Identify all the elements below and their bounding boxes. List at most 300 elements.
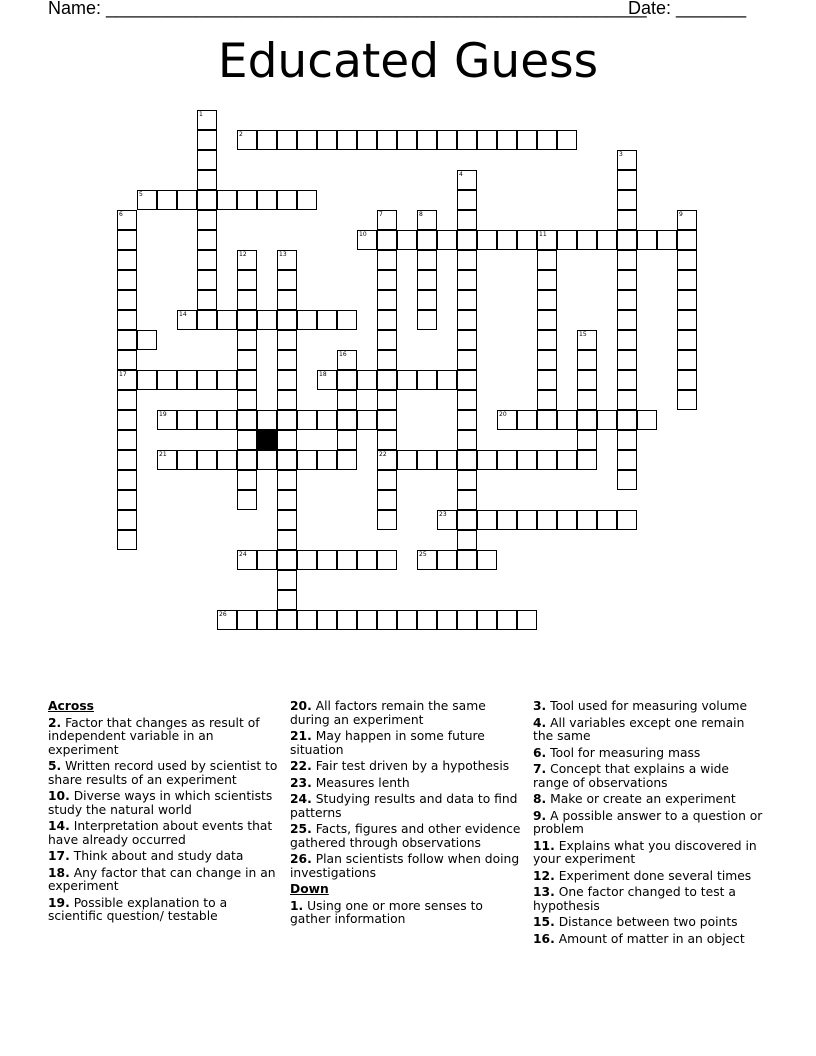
grid-cell[interactable] xyxy=(497,610,517,630)
grid-cell[interactable] xyxy=(377,230,397,250)
grid-cell[interactable] xyxy=(517,410,537,430)
grid-cell[interactable] xyxy=(617,390,637,410)
grid-cell[interactable] xyxy=(117,230,137,250)
grid-cell[interactable] xyxy=(457,330,477,350)
grid-cell[interactable] xyxy=(357,130,377,150)
grid-cell[interactable] xyxy=(277,430,297,450)
clue-item xyxy=(48,867,283,894)
grid-cell[interactable] xyxy=(357,230,377,250)
grid-cell[interactable] xyxy=(457,270,477,290)
grid-cell[interactable] xyxy=(617,410,637,430)
grid-cell[interactable] xyxy=(577,410,597,430)
grid-cell[interactable] xyxy=(377,430,397,450)
grid-cell[interactable] xyxy=(177,370,197,390)
grid-cell[interactable] xyxy=(237,450,257,470)
grid-cell[interactable] xyxy=(577,350,597,370)
grid-cell[interactable] xyxy=(117,210,137,230)
grid-cell[interactable] xyxy=(457,250,477,270)
grid-cell[interactable] xyxy=(197,110,217,130)
grid-cell[interactable] xyxy=(397,610,417,630)
grid-cell[interactable] xyxy=(237,410,257,430)
clue-item xyxy=(290,700,525,727)
grid-cell[interactable] xyxy=(537,370,557,390)
grid-cell[interactable] xyxy=(597,230,617,250)
grid-cell[interactable] xyxy=(457,310,477,330)
clue-number: 22 xyxy=(379,451,387,458)
grid-cell[interactable] xyxy=(617,190,637,210)
grid-cell[interactable] xyxy=(617,450,637,470)
grid-cell[interactable] xyxy=(617,350,637,370)
grid-cell[interactable] xyxy=(257,410,277,430)
grid-cell[interactable] xyxy=(277,290,297,310)
grid-cell[interactable] xyxy=(157,410,177,430)
grid-cell[interactable] xyxy=(197,130,217,150)
grid-cell[interactable] xyxy=(497,450,517,470)
clue-item xyxy=(533,916,768,930)
grid-cell[interactable] xyxy=(677,310,697,330)
grid-cell[interactable] xyxy=(277,550,297,570)
grid-cell[interactable] xyxy=(437,450,457,470)
grid-cell[interactable] xyxy=(517,130,537,150)
grid-cell[interactable] xyxy=(177,190,197,210)
grid-cell[interactable] xyxy=(237,490,257,510)
grid-cell[interactable] xyxy=(577,430,597,450)
grid-cell[interactable] xyxy=(377,330,397,350)
grid-cell[interactable] xyxy=(437,230,457,250)
grid-cell[interactable] xyxy=(377,390,397,410)
grid-cell[interactable] xyxy=(197,150,217,170)
grid-cell[interactable] xyxy=(417,370,437,390)
grid-cell[interactable] xyxy=(157,370,177,390)
grid-cell[interactable] xyxy=(377,270,397,290)
grid-cell[interactable] xyxy=(457,350,477,370)
clue-number: 3 xyxy=(619,151,623,158)
grid-cell[interactable] xyxy=(437,610,457,630)
grid-cell[interactable] xyxy=(317,410,337,430)
grid-cell[interactable] xyxy=(617,310,637,330)
clue-item-text: Interpretation about events that have already occurred xyxy=(48,819,273,847)
grid-cell[interactable] xyxy=(337,450,357,470)
grid-cell[interactable] xyxy=(417,550,437,570)
grid-cell[interactable] xyxy=(377,310,397,330)
grid-cell[interactable] xyxy=(617,370,637,390)
grid-cell[interactable] xyxy=(317,450,337,470)
grid-cell[interactable] xyxy=(457,210,477,230)
clue-item-text: Possible explanation to a scientific question/ testable xyxy=(48,895,228,923)
grid-cell[interactable] xyxy=(277,270,297,290)
grid-cell[interactable] xyxy=(117,330,137,350)
grid-cell[interactable] xyxy=(677,350,697,370)
grid-cell[interactable] xyxy=(537,330,557,350)
grid-cell[interactable] xyxy=(497,510,517,530)
grid-cell[interactable] xyxy=(237,610,257,630)
grid-cell[interactable] xyxy=(197,410,217,430)
grid-cell[interactable] xyxy=(357,410,377,430)
grid-cell[interactable] xyxy=(257,130,277,150)
grid-cell[interactable] xyxy=(377,290,397,310)
grid-cell[interactable] xyxy=(477,230,497,250)
grid-cell[interactable] xyxy=(577,230,597,250)
grid-cell[interactable] xyxy=(477,130,497,150)
grid-cell[interactable] xyxy=(457,530,477,550)
clue-item-text: Studying results and data to find patterns xyxy=(290,792,518,820)
grid-cell[interactable] xyxy=(277,310,297,330)
grid-cell[interactable] xyxy=(477,550,497,570)
grid-cell[interactable] xyxy=(657,230,677,250)
grid-cell[interactable] xyxy=(457,370,477,390)
grid-cell[interactable] xyxy=(617,330,637,350)
grid-cell[interactable] xyxy=(597,510,617,530)
grid-cell[interactable] xyxy=(617,150,637,170)
grid-cell[interactable] xyxy=(117,510,137,530)
grid-cell[interactable] xyxy=(297,610,317,630)
grid-cell[interactable] xyxy=(337,310,357,330)
grid-cell[interactable] xyxy=(357,370,377,390)
grid-cell[interactable] xyxy=(237,370,257,390)
grid-cell[interactable] xyxy=(297,410,317,430)
grid-cell[interactable] xyxy=(417,450,437,470)
grid-cell[interactable] xyxy=(537,230,557,250)
clue-item xyxy=(290,853,525,880)
clue-item xyxy=(533,840,768,867)
grid-cell[interactable] xyxy=(417,610,437,630)
grid-cell[interactable] xyxy=(557,230,577,250)
clue-item-text: Fair test driven by a hypothesis xyxy=(311,759,510,773)
grid-cell[interactable] xyxy=(457,510,477,530)
grid-cell[interactable] xyxy=(577,370,597,390)
grid-cell[interactable] xyxy=(577,450,597,470)
grid-cell[interactable] xyxy=(417,250,437,270)
grid-cell[interactable] xyxy=(277,490,297,510)
grid-cell[interactable] xyxy=(677,330,697,350)
grid-cell[interactable] xyxy=(537,130,557,150)
grid-cell[interactable] xyxy=(217,310,237,330)
grid-cell[interactable] xyxy=(277,450,297,470)
grid-cell[interactable] xyxy=(377,250,397,270)
clue-number: 25 xyxy=(419,551,427,558)
grid-cell[interactable] xyxy=(497,130,517,150)
grid-cell[interactable] xyxy=(337,390,357,410)
grid-cell[interactable] xyxy=(277,190,297,210)
grid-cell[interactable] xyxy=(477,610,497,630)
grid-cell[interactable] xyxy=(537,250,557,270)
grid-cell[interactable] xyxy=(277,470,297,490)
grid-cell[interactable] xyxy=(277,410,297,430)
grid-cell[interactable] xyxy=(197,190,217,210)
grid-cell[interactable] xyxy=(117,450,137,470)
grid-cell[interactable] xyxy=(537,410,557,430)
grid-cell[interactable] xyxy=(457,410,477,430)
grid-cell[interactable] xyxy=(517,450,537,470)
grid-cell[interactable] xyxy=(297,190,317,210)
grid-cell[interactable] xyxy=(477,510,497,530)
grid-cell[interactable] xyxy=(377,490,397,510)
across-heading: Across xyxy=(48,699,94,713)
grid-cell[interactable] xyxy=(377,210,397,230)
grid-cell[interactable] xyxy=(397,450,417,470)
grid-cell[interactable] xyxy=(177,450,197,470)
grid-cell[interactable] xyxy=(237,470,257,490)
grid-cell[interactable] xyxy=(537,270,557,290)
grid-cell[interactable] xyxy=(377,450,397,470)
grid-cell[interactable] xyxy=(677,390,697,410)
grid-cell[interactable] xyxy=(457,170,477,190)
grid-cell[interactable] xyxy=(257,550,277,570)
grid-cell[interactable] xyxy=(237,130,257,150)
grid-cell[interactable] xyxy=(517,510,537,530)
grid-cell[interactable] xyxy=(237,430,257,450)
grid-cell[interactable] xyxy=(237,310,257,330)
grid-cell[interactable] xyxy=(277,610,297,630)
clue-item-text: Make or create an experiment xyxy=(546,792,736,806)
grid-cell[interactable] xyxy=(117,350,137,370)
grid-cell[interactable] xyxy=(337,610,357,630)
grid-cell[interactable] xyxy=(277,370,297,390)
grid-cell[interactable] xyxy=(137,190,157,210)
grid-cell[interactable] xyxy=(337,370,357,390)
grid-cell[interactable] xyxy=(237,550,257,570)
grid-cell[interactable] xyxy=(457,430,477,450)
grid-cell[interactable] xyxy=(537,310,557,330)
grid-cell[interactable] xyxy=(677,210,697,230)
grid-cell[interactable] xyxy=(677,290,697,310)
grid-cell[interactable] xyxy=(557,130,577,150)
grid-cell[interactable] xyxy=(457,610,477,630)
grid-cell[interactable] xyxy=(437,510,457,530)
grid-cell[interactable] xyxy=(377,350,397,370)
grid-cell[interactable] xyxy=(117,270,137,290)
grid-cell[interactable] xyxy=(337,430,357,450)
grid-cell[interactable] xyxy=(277,350,297,370)
grid-cell[interactable] xyxy=(257,310,277,330)
grid-cell[interactable] xyxy=(197,450,217,470)
grid-cell[interactable] xyxy=(577,390,597,410)
clue-item xyxy=(533,793,768,807)
grid-cell[interactable] xyxy=(677,270,697,290)
grid-cell[interactable] xyxy=(277,590,297,610)
clue-number: 11 xyxy=(539,231,547,238)
grid-cell[interactable] xyxy=(237,250,257,270)
clue-number: 6 xyxy=(119,211,123,218)
grid-cell[interactable] xyxy=(197,270,217,290)
grid-cell[interactable] xyxy=(237,190,257,210)
clue-item xyxy=(533,700,768,714)
grid-cell[interactable] xyxy=(497,230,517,250)
grid-cell[interactable] xyxy=(197,250,217,270)
grid-cell[interactable] xyxy=(337,550,357,570)
grid-cell[interactable] xyxy=(257,450,277,470)
grid-cell[interactable] xyxy=(477,450,497,470)
clue-item xyxy=(533,717,768,744)
grid-cell[interactable] xyxy=(517,230,537,250)
grid-cell[interactable] xyxy=(197,210,217,230)
grid-cell[interactable] xyxy=(457,490,477,510)
grid-cell[interactable] xyxy=(317,550,337,570)
grid-cell[interactable] xyxy=(617,470,637,490)
grid-cell[interactable] xyxy=(217,610,237,630)
grid-cell[interactable] xyxy=(237,270,257,290)
grid-cell[interactable] xyxy=(537,290,557,310)
grid-cell[interactable] xyxy=(417,210,437,230)
grid-cell[interactable] xyxy=(277,530,297,550)
clues-column-1 xyxy=(48,700,283,927)
clue-item-number: 22. xyxy=(290,759,312,773)
clue-number: 19 xyxy=(159,411,167,418)
grid-cell[interactable] xyxy=(317,610,337,630)
grid-cell[interactable] xyxy=(157,450,177,470)
grid-cell[interactable] xyxy=(417,290,437,310)
grid-cell[interactable] xyxy=(277,130,297,150)
grid-cell[interactable] xyxy=(117,490,137,510)
grid-cell[interactable] xyxy=(337,130,357,150)
grid-cell[interactable] xyxy=(197,170,217,190)
clue-item-number: 1. xyxy=(290,898,304,913)
grid-cell[interactable] xyxy=(617,290,637,310)
grid-cell[interactable] xyxy=(617,230,637,250)
grid-cell[interactable] xyxy=(677,230,697,250)
grid-cell[interactable] xyxy=(177,310,197,330)
clue-number: 17 xyxy=(119,371,127,378)
grid-cell[interactable] xyxy=(577,510,597,530)
puzzle-title: Educated Guess xyxy=(217,34,599,89)
grid-cell[interactable] xyxy=(117,250,137,270)
grid-cell[interactable] xyxy=(617,510,637,530)
grid-cell[interactable] xyxy=(157,190,177,210)
grid-cell[interactable] xyxy=(237,330,257,350)
grid-cell[interactable] xyxy=(377,470,397,490)
grid-cell[interactable] xyxy=(117,530,137,550)
grid-cell[interactable] xyxy=(277,250,297,270)
grid-cell[interactable] xyxy=(617,250,637,270)
grid-cell[interactable] xyxy=(637,410,657,430)
grid-cell[interactable] xyxy=(357,550,377,570)
grid-cell[interactable] xyxy=(317,370,337,390)
grid-cell[interactable] xyxy=(337,350,357,370)
grid-cell[interactable] xyxy=(457,550,477,570)
grid-cell[interactable] xyxy=(397,230,417,250)
grid-cell[interactable] xyxy=(457,390,477,410)
grid-cell[interactable] xyxy=(577,330,597,350)
grid-cell[interactable] xyxy=(237,350,257,370)
grid-cell[interactable] xyxy=(557,450,577,470)
grid-cell[interactable] xyxy=(537,510,557,530)
clue-item xyxy=(290,823,525,850)
grid-cell[interactable] xyxy=(457,290,477,310)
grid-cell[interactable] xyxy=(217,370,237,390)
grid-cell[interactable] xyxy=(277,390,297,410)
grid-cell[interactable] xyxy=(457,130,477,150)
grid-cell[interactable] xyxy=(177,410,197,430)
grid-cell[interactable] xyxy=(617,170,637,190)
grid-cell[interactable] xyxy=(117,470,137,490)
grid-cell[interactable] xyxy=(537,390,557,410)
clue-item-number: 24. xyxy=(290,792,312,806)
grid-cell[interactable] xyxy=(137,370,157,390)
grid-cell[interactable] xyxy=(377,370,397,390)
grid-cell[interactable] xyxy=(417,270,437,290)
grid-cell[interactable] xyxy=(617,210,637,230)
grid-cell[interactable] xyxy=(377,410,397,430)
grid-cell[interactable] xyxy=(377,130,397,150)
grid-cell[interactable] xyxy=(457,470,477,490)
grid-cell[interactable] xyxy=(357,610,377,630)
grid-cell[interactable] xyxy=(377,610,397,630)
clue-item-number: 7. xyxy=(533,762,547,776)
grid-cell[interactable] xyxy=(277,330,297,350)
grid-cell[interactable] xyxy=(417,130,437,150)
grid-cell[interactable] xyxy=(437,370,457,390)
grid-cell[interactable] xyxy=(337,410,357,430)
grid-cell[interactable] xyxy=(137,330,157,350)
grid-cell[interactable] xyxy=(117,390,137,410)
grid-cell[interactable] xyxy=(217,190,237,210)
grid-cell[interactable] xyxy=(297,550,317,570)
grid-cell[interactable] xyxy=(437,550,457,570)
grid-cell[interactable] xyxy=(217,450,237,470)
grid-cell[interactable] xyxy=(617,270,637,290)
grid-cell[interactable] xyxy=(257,190,277,210)
grid-cell[interactable] xyxy=(117,310,137,330)
grid-cell[interactable] xyxy=(277,570,297,590)
grid-cell[interactable] xyxy=(257,610,277,630)
grid-cell[interactable] xyxy=(217,410,237,430)
grid-cell[interactable] xyxy=(617,430,637,450)
grid-cell[interactable] xyxy=(197,230,217,250)
grid-cell[interactable] xyxy=(397,370,417,390)
grid-cell[interactable] xyxy=(197,310,217,330)
grid-cell[interactable] xyxy=(117,430,137,450)
grid-cell[interactable] xyxy=(237,390,257,410)
grid-cell[interactable] xyxy=(517,610,537,630)
grid-cell[interactable] xyxy=(397,130,417,150)
grid-cell[interactable] xyxy=(197,370,217,390)
grid-cell[interactable] xyxy=(637,230,657,250)
grid-cell[interactable] xyxy=(437,130,457,150)
grid-cell[interactable] xyxy=(297,130,317,150)
grid-cell[interactable] xyxy=(537,350,557,370)
grid-cell[interactable] xyxy=(297,450,317,470)
clue-number: 14 xyxy=(179,311,187,318)
grid-cell[interactable] xyxy=(197,290,217,310)
grid-cell[interactable] xyxy=(497,410,517,430)
grid-cell[interactable] xyxy=(417,230,437,250)
clue-item-number: 17. xyxy=(48,849,70,863)
grid-cell[interactable] xyxy=(237,290,257,310)
grid-cell[interactable] xyxy=(537,450,557,470)
clue-number: 9 xyxy=(679,211,683,218)
grid-cell[interactable] xyxy=(117,410,137,430)
grid-cell[interactable] xyxy=(457,450,477,470)
grid-cell[interactable] xyxy=(117,370,137,390)
grid-cell[interactable] xyxy=(597,410,617,430)
grid-cell[interactable] xyxy=(377,510,397,530)
grid-cell[interactable] xyxy=(317,310,337,330)
grid-cell[interactable] xyxy=(677,370,697,390)
grid-cell[interactable] xyxy=(677,250,697,270)
grid-cell[interactable] xyxy=(277,510,297,530)
grid-cell[interactable] xyxy=(297,310,317,330)
grid-cell[interactable] xyxy=(457,230,477,250)
grid-cell[interactable] xyxy=(457,190,477,210)
grid-cell[interactable] xyxy=(317,130,337,150)
grid-cell[interactable] xyxy=(557,510,577,530)
grid-cell[interactable] xyxy=(117,290,137,310)
grid-cell[interactable] xyxy=(417,310,437,330)
grid-cell[interactable] xyxy=(377,550,397,570)
clue-item xyxy=(533,886,768,913)
date-line: Date: _______ xyxy=(628,0,747,18)
grid-cell[interactable] xyxy=(557,410,577,430)
